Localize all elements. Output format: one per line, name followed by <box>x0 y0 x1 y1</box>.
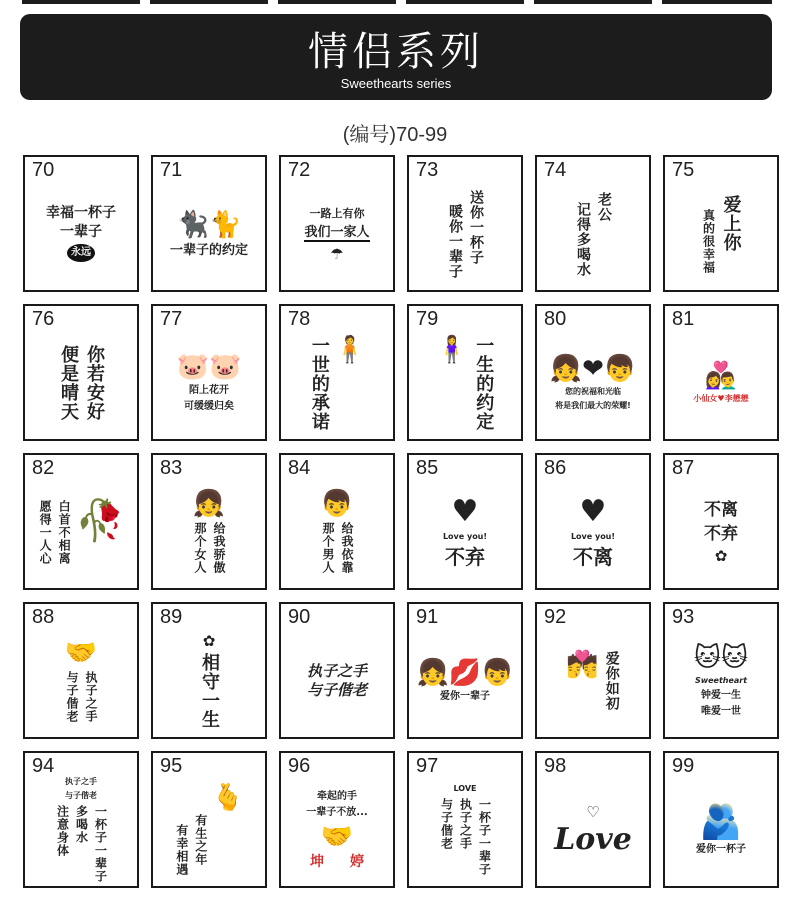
card-text: 一辈子不放... <box>306 806 368 818</box>
tab-stub <box>406 0 524 4</box>
card-artwork <box>287 479 387 585</box>
card-text: 真的很幸福 <box>701 208 716 274</box>
design-card-81[interactable] <box>663 304 779 441</box>
boy-head-icon: 👦 <box>320 489 354 519</box>
card-text: Love you! <box>442 532 488 541</box>
card-text: Love you! <box>570 532 616 541</box>
design-card-84[interactable] <box>279 453 395 590</box>
card-number: 80 <box>544 308 567 330</box>
card-text: 与子偕老 <box>306 681 367 699</box>
card-number: 79 <box>416 308 439 330</box>
design-card-83[interactable] <box>151 453 267 590</box>
hugging-couple-icon: 🫂 <box>699 802 743 842</box>
card-artwork <box>671 479 771 585</box>
card-number: 74 <box>544 159 567 181</box>
design-card-82[interactable] <box>23 453 139 590</box>
card-text: Love <box>554 822 632 857</box>
top-tab-strip <box>0 0 790 8</box>
card-text: 与子偕老 <box>439 798 454 850</box>
card-text: 老公 <box>596 191 612 222</box>
card-text: 执子之手 <box>306 662 367 680</box>
card-number: 77 <box>160 308 183 330</box>
card-artwork <box>159 181 259 287</box>
card-artwork <box>31 479 131 585</box>
card-number: 94 <box>32 755 55 777</box>
card-text: 执子之手 <box>65 777 97 786</box>
card-artwork <box>543 181 643 287</box>
card-text: 小仙女♥李懋懋 <box>693 394 749 403</box>
card-text: 一杯子一辈子 <box>477 798 492 876</box>
card-text: Sweetheart <box>694 676 748 685</box>
design-card-78[interactable] <box>279 304 395 441</box>
heart-outline-icon: ♡ <box>586 803 600 821</box>
card-artwork <box>31 181 131 287</box>
design-card-76[interactable] <box>23 304 139 441</box>
card-text: 便是晴天 <box>58 345 79 421</box>
card-text: 坤 <box>310 853 324 870</box>
card-text: 送你一杯子 <box>468 189 484 265</box>
couple-silhouette-icon: 💏 <box>566 650 599 680</box>
card-artwork <box>671 181 771 287</box>
card-number: 83 <box>160 457 183 479</box>
design-card-93[interactable] <box>663 602 779 739</box>
card-artwork <box>31 330 131 436</box>
card-text: 有生之年 <box>193 814 208 866</box>
design-card-92[interactable] <box>535 602 651 739</box>
design-card-91[interactable] <box>407 602 523 739</box>
card-artwork <box>31 777 131 883</box>
card-artwork <box>159 330 259 436</box>
card-artwork <box>159 628 259 734</box>
tab-stub <box>22 0 140 4</box>
card-text: 唯爱一世 <box>701 706 741 717</box>
card-text: 那个女人 <box>193 522 207 574</box>
card-artwork <box>543 777 643 883</box>
card-artwork <box>415 479 515 585</box>
card-number: 96 <box>288 755 311 777</box>
card-text: 永远 <box>67 244 95 262</box>
card-text: 你若安好 <box>84 345 105 421</box>
design-card-74[interactable] <box>535 155 651 292</box>
card-number: 92 <box>544 606 567 628</box>
flower-icon: ✿ <box>202 632 216 650</box>
clasped-hands-icon: 🤝 <box>320 821 354 852</box>
card-number: 78 <box>288 308 311 330</box>
card-number: 91 <box>416 606 439 628</box>
card-artwork <box>287 330 387 436</box>
card-text: 一辈子 <box>60 224 102 240</box>
card-text: 与子偕老 <box>65 671 79 723</box>
heart-icon: ♥ <box>579 494 607 529</box>
card-text: 暖你一辈子 <box>447 203 463 279</box>
card-number: 86 <box>544 457 567 479</box>
finger-heart-icon: 🫰 <box>211 783 245 813</box>
card-text: 将是我们最大的荣耀! <box>555 401 631 410</box>
design-card-79[interactable] <box>407 304 523 441</box>
card-text: 一杯子一辈子 <box>93 805 108 883</box>
card-number: 70 <box>32 159 55 181</box>
card-artwork <box>159 479 259 585</box>
design-card-95[interactable] <box>151 751 267 888</box>
card-artwork <box>671 330 771 436</box>
design-card-88[interactable] <box>23 602 139 739</box>
card-artwork <box>543 479 643 585</box>
series-banner <box>20 14 772 100</box>
design-card-87[interactable] <box>663 453 779 590</box>
design-card-72[interactable] <box>279 155 395 292</box>
card-text: 不弃 <box>704 524 738 544</box>
card-number: 87 <box>672 457 695 479</box>
card-number: 95 <box>160 755 183 777</box>
two-cats-icon: 🐱🐱 <box>693 643 749 673</box>
design-card-80[interactable] <box>535 304 651 441</box>
card-text: 婷 <box>350 853 364 870</box>
card-artwork <box>415 181 515 287</box>
card-text: 那个男人 <box>321 522 335 574</box>
card-text: 执子之手 <box>84 671 98 723</box>
design-grid <box>23 155 780 895</box>
rose-icon: 🥀 <box>75 497 125 544</box>
design-card-70[interactable] <box>23 155 139 292</box>
card-artwork <box>287 181 387 287</box>
card-text: 注意身体 <box>55 805 70 857</box>
card-artwork <box>543 628 643 734</box>
card-text: 我们一家人 <box>304 225 370 240</box>
card-number: 90 <box>288 606 311 628</box>
card-artwork <box>415 628 515 734</box>
card-text: 钟爱一生 <box>701 690 741 701</box>
design-card-97[interactable] <box>407 751 523 888</box>
design-card-94[interactable] <box>23 751 139 888</box>
card-text: 有幸相遇 <box>174 824 189 876</box>
card-text: 执子之手 <box>458 798 473 850</box>
girl-figure-icon: 🧍‍♀️ <box>435 334 469 365</box>
heart-icon: ♥ <box>451 494 479 529</box>
card-text: 愿得一人心 <box>38 499 53 565</box>
design-card-85[interactable] <box>407 453 523 590</box>
card-number: 97 <box>416 755 439 777</box>
tab-stub <box>150 0 268 4</box>
card-number: 99 <box>672 755 695 777</box>
holding-hands-icon: 🤝 <box>64 638 98 668</box>
design-card-73[interactable] <box>407 155 523 292</box>
girl-head-icon: 👧 <box>192 489 226 519</box>
couple-portrait-icon: 👩‍❤‍👨 <box>704 361 738 391</box>
design-card-71[interactable] <box>151 155 267 292</box>
kissing-kids-icon: 👧💋👦 <box>416 658 514 688</box>
card-text: 幸福一杯子 <box>46 205 116 221</box>
card-text: 与子偕老 <box>65 791 97 800</box>
boy-figure-icon: 🧍 <box>333 334 367 365</box>
card-text: 陌上花开 <box>189 385 229 396</box>
design-card-86[interactable] <box>535 453 651 590</box>
card-text: 给我依靠 <box>340 522 354 574</box>
card-text: LOVE <box>453 784 477 793</box>
card-text: 爱你如初 <box>603 651 620 711</box>
card-number: 88 <box>32 606 55 628</box>
tab-stub <box>662 0 772 4</box>
card-number: 81 <box>672 308 695 330</box>
card-artwork <box>159 777 259 883</box>
card-text: 一生的约定 <box>473 335 495 431</box>
card-text: 给我骄傲 <box>212 522 226 574</box>
card-number: 71 <box>160 159 183 181</box>
design-card-99[interactable] <box>663 751 779 888</box>
card-number: 72 <box>288 159 311 181</box>
card-text: 爱上你 <box>720 194 742 252</box>
card-text: 牵起的手 <box>317 790 357 802</box>
design-card-96[interactable] <box>279 751 395 888</box>
card-artwork <box>671 628 771 734</box>
card-number: 75 <box>672 159 695 181</box>
card-text: 爱你一辈子 <box>440 691 490 702</box>
card-text: 一辈子的约定 <box>169 242 248 258</box>
umbrella-icon: ☂ <box>330 245 344 263</box>
tab-stub <box>534 0 652 4</box>
tab-stub <box>278 0 396 4</box>
banner-subtitle: Sweethearts series <box>340 76 452 91</box>
card-text: 多喝水 <box>74 805 89 844</box>
card-artwork <box>415 330 515 436</box>
card-number: 76 <box>32 308 55 330</box>
card-number: 73 <box>416 159 439 181</box>
design-card-90[interactable] <box>279 602 395 739</box>
card-number: 89 <box>160 606 183 628</box>
flower-icon: ✿ <box>714 547 728 565</box>
card-text: 记得多喝水 <box>575 201 591 277</box>
card-text: 不弃 <box>444 545 485 569</box>
card-artwork <box>31 628 131 734</box>
cats-icon: 🐈‍⬛🐈 <box>176 209 242 240</box>
card-text: 不离 <box>572 545 613 569</box>
card-number: 84 <box>288 457 311 479</box>
design-card-75[interactable] <box>663 155 779 292</box>
card-text: 您的祝福和光临 <box>565 387 621 396</box>
card-artwork <box>287 777 387 883</box>
card-artwork <box>415 777 515 883</box>
card-number: 93 <box>672 606 695 628</box>
design-card-98[interactable] <box>535 751 651 888</box>
banner-title: 情侣系列 <box>308 29 484 75</box>
design-card-77[interactable] <box>151 304 267 441</box>
card-artwork <box>543 330 643 436</box>
card-text: 爱你一杯子 <box>696 844 746 855</box>
pigs-icon: 🐷🐷 <box>176 352 242 382</box>
card-text: 一世的承诺 <box>308 335 330 431</box>
card-number: 82 <box>32 457 55 479</box>
card-number: 98 <box>544 755 567 777</box>
card-text: 不离 <box>704 500 738 520</box>
card-text: 一路上有你 <box>309 207 365 220</box>
card-number: 85 <box>416 457 439 479</box>
couple-kids-icon: 👧❤👦 <box>549 354 637 384</box>
card-artwork <box>671 777 771 883</box>
card-text: 白首不相离 <box>57 499 72 565</box>
card-artwork <box>287 628 387 734</box>
card-text: 可缓缓归矣 <box>184 401 234 412</box>
design-card-89[interactable] <box>151 602 267 739</box>
card-text: 相守一生 <box>199 653 220 729</box>
number-range-label: (编号)70-99 <box>342 124 448 146</box>
